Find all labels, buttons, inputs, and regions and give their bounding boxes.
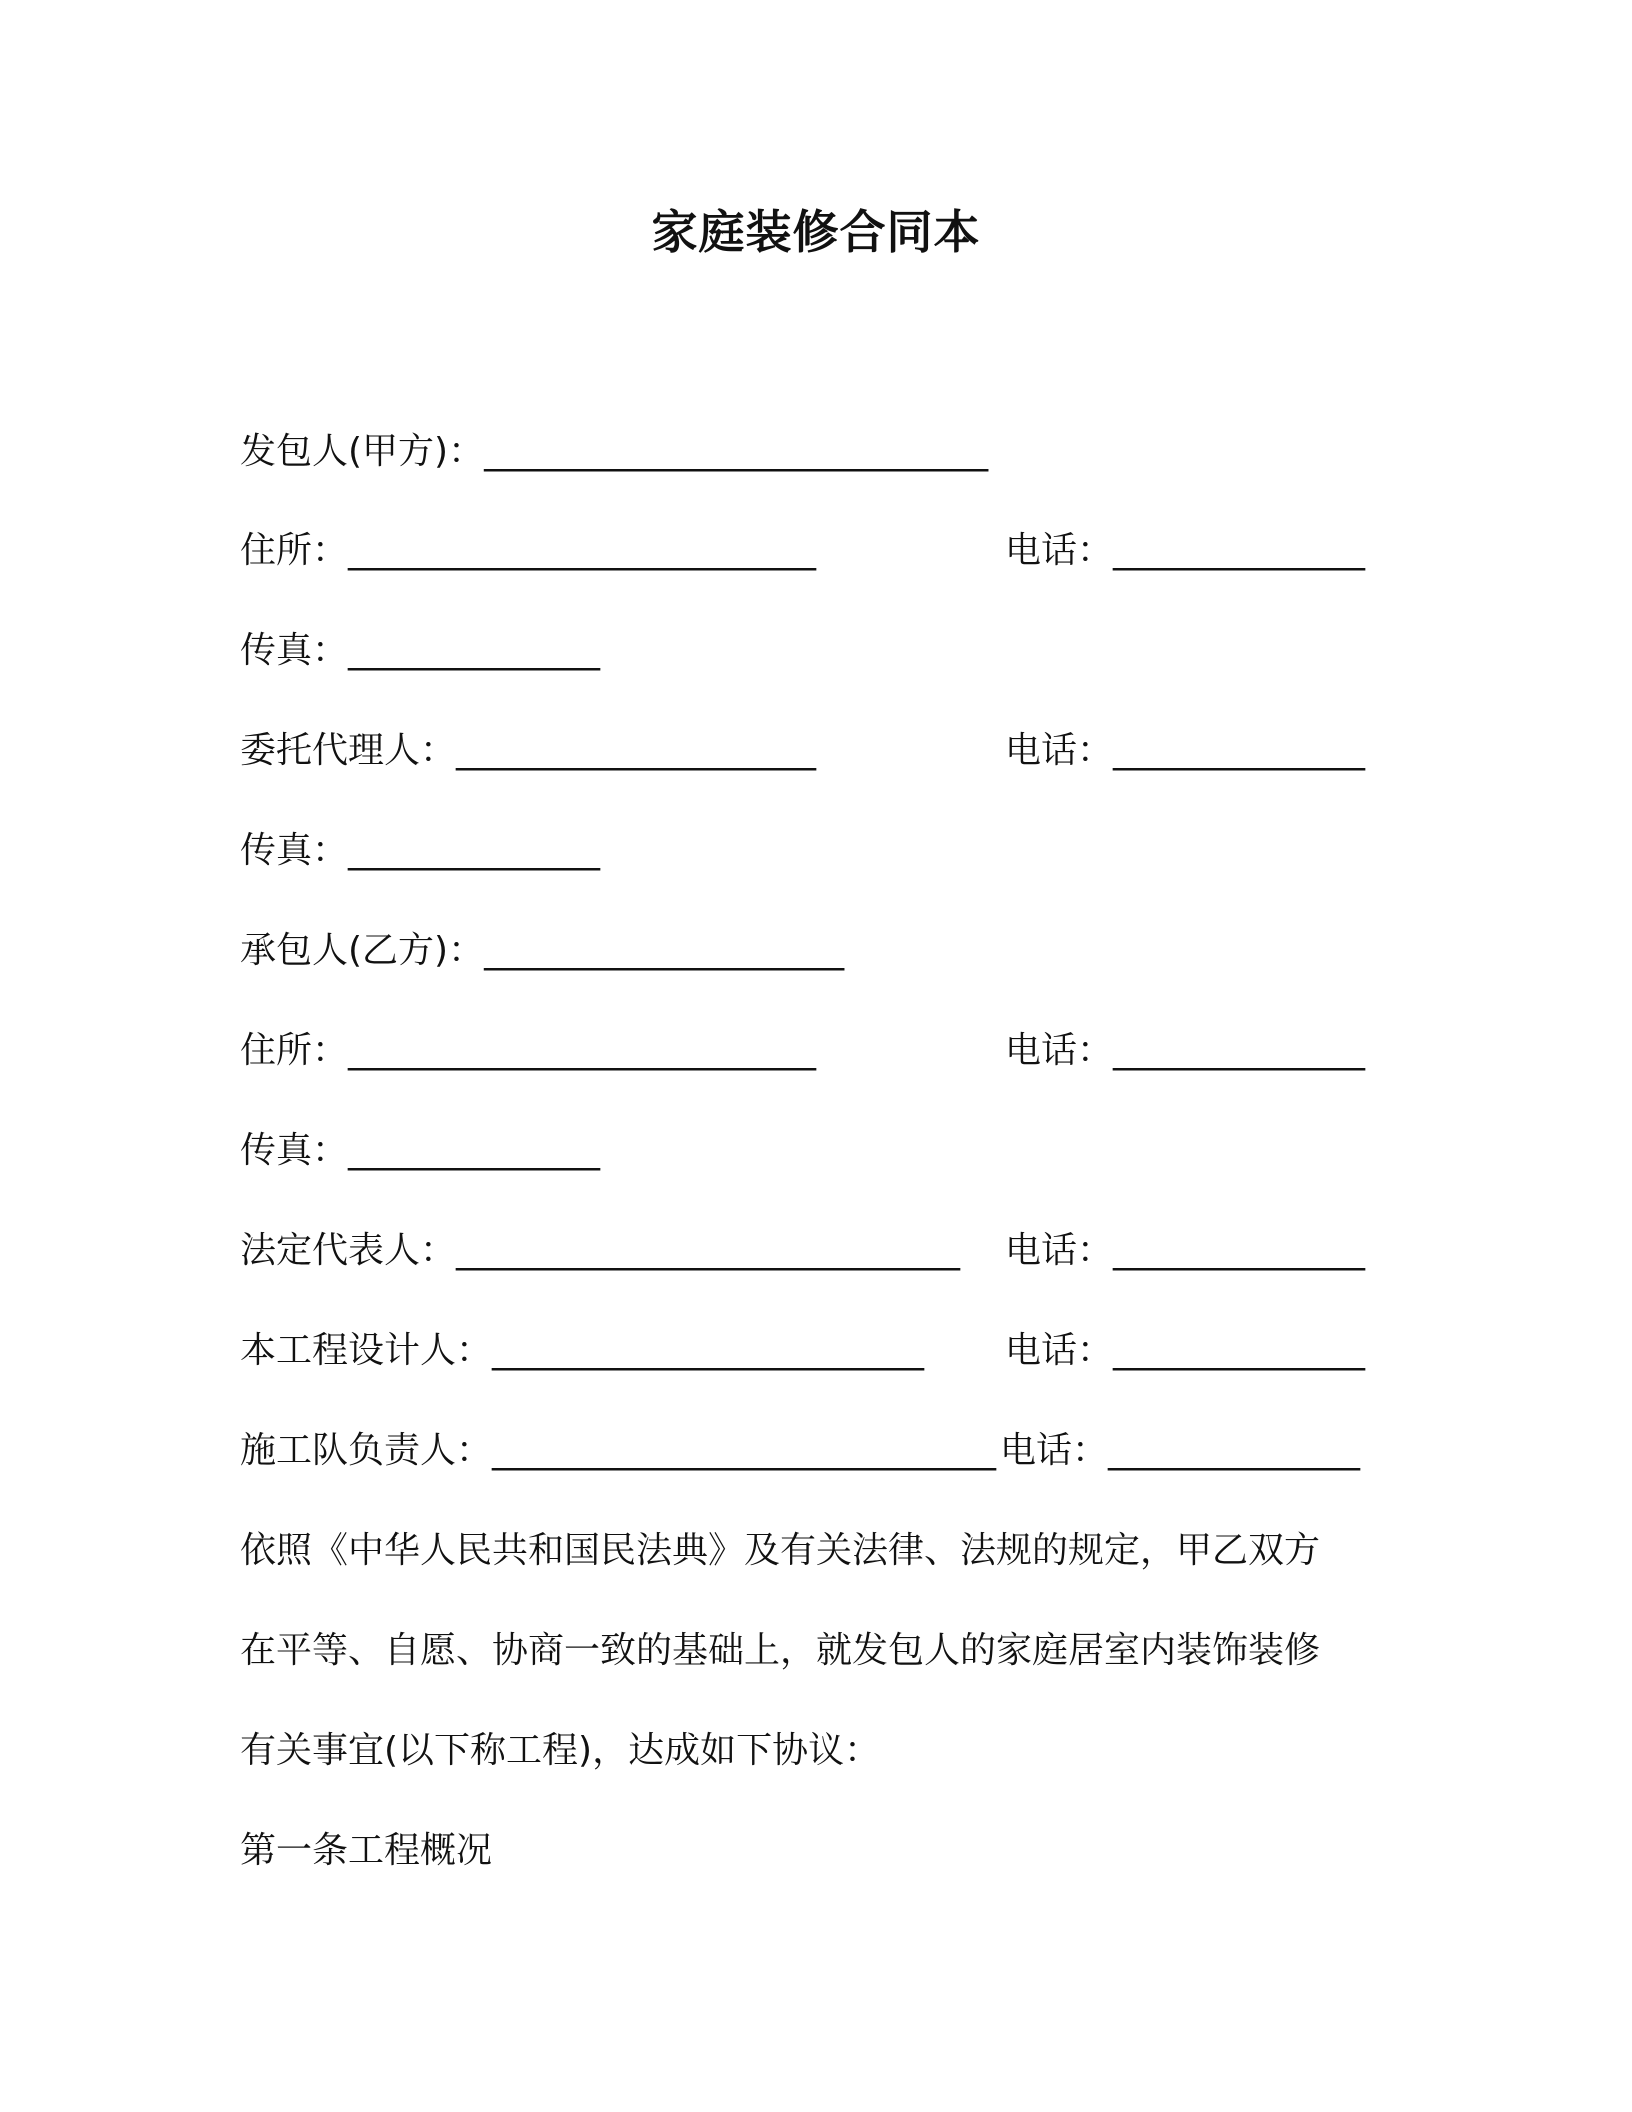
intro-paragraph-line-1: 依照《中华人民共和国民法典》及有关法律、法规的规定，甲乙双方 [240,1530,1321,1571]
party-a-address-field: 住所：__________________________ [240,530,817,571]
intro-paragraph-line-2: 在平等、自愿、协商一致的基础上，就发包人的家庭居室内装饰装修 [240,1630,1321,1671]
intro-paragraph-line-3: 有关事宜(以下称工程)，达成如下协议： [240,1730,881,1771]
designer-phone-field: 电话：______________ [1005,1330,1366,1371]
party-a-field: 发包人(甲方)：____________________________ [240,431,989,472]
agent-field: 委托代理人：____________________ [240,730,817,771]
designer-field: 本工程设计人：________________________ [240,1330,925,1371]
agent-fax-field: 传真：______________ [240,830,601,871]
party-b-phone-field: 电话：______________ [1005,1030,1366,1071]
article-1-heading: 第一条工程概况 [240,1830,493,1871]
party-b-field: 承包人(乙方)：____________________ [240,930,845,971]
crew-leader-field: 施工队负责人：____________________________ [240,1430,997,1471]
document-title: 家庭装修合同本 [651,205,981,259]
legal-rep-field: 法定代表人：____________________________ [240,1230,961,1271]
legal-rep-phone-field: 电话：______________ [1005,1230,1366,1271]
crew-leader-phone-field: 电话：______________ [1000,1430,1361,1471]
party-a-fax-field: 传真：______________ [240,630,601,671]
party-a-phone-field: 电话：______________ [1005,530,1366,571]
party-b-address-field: 住所：__________________________ [240,1030,817,1071]
party-b-fax-field: 传真：______________ [240,1130,601,1171]
agent-phone-field: 电话：______________ [1005,730,1366,771]
